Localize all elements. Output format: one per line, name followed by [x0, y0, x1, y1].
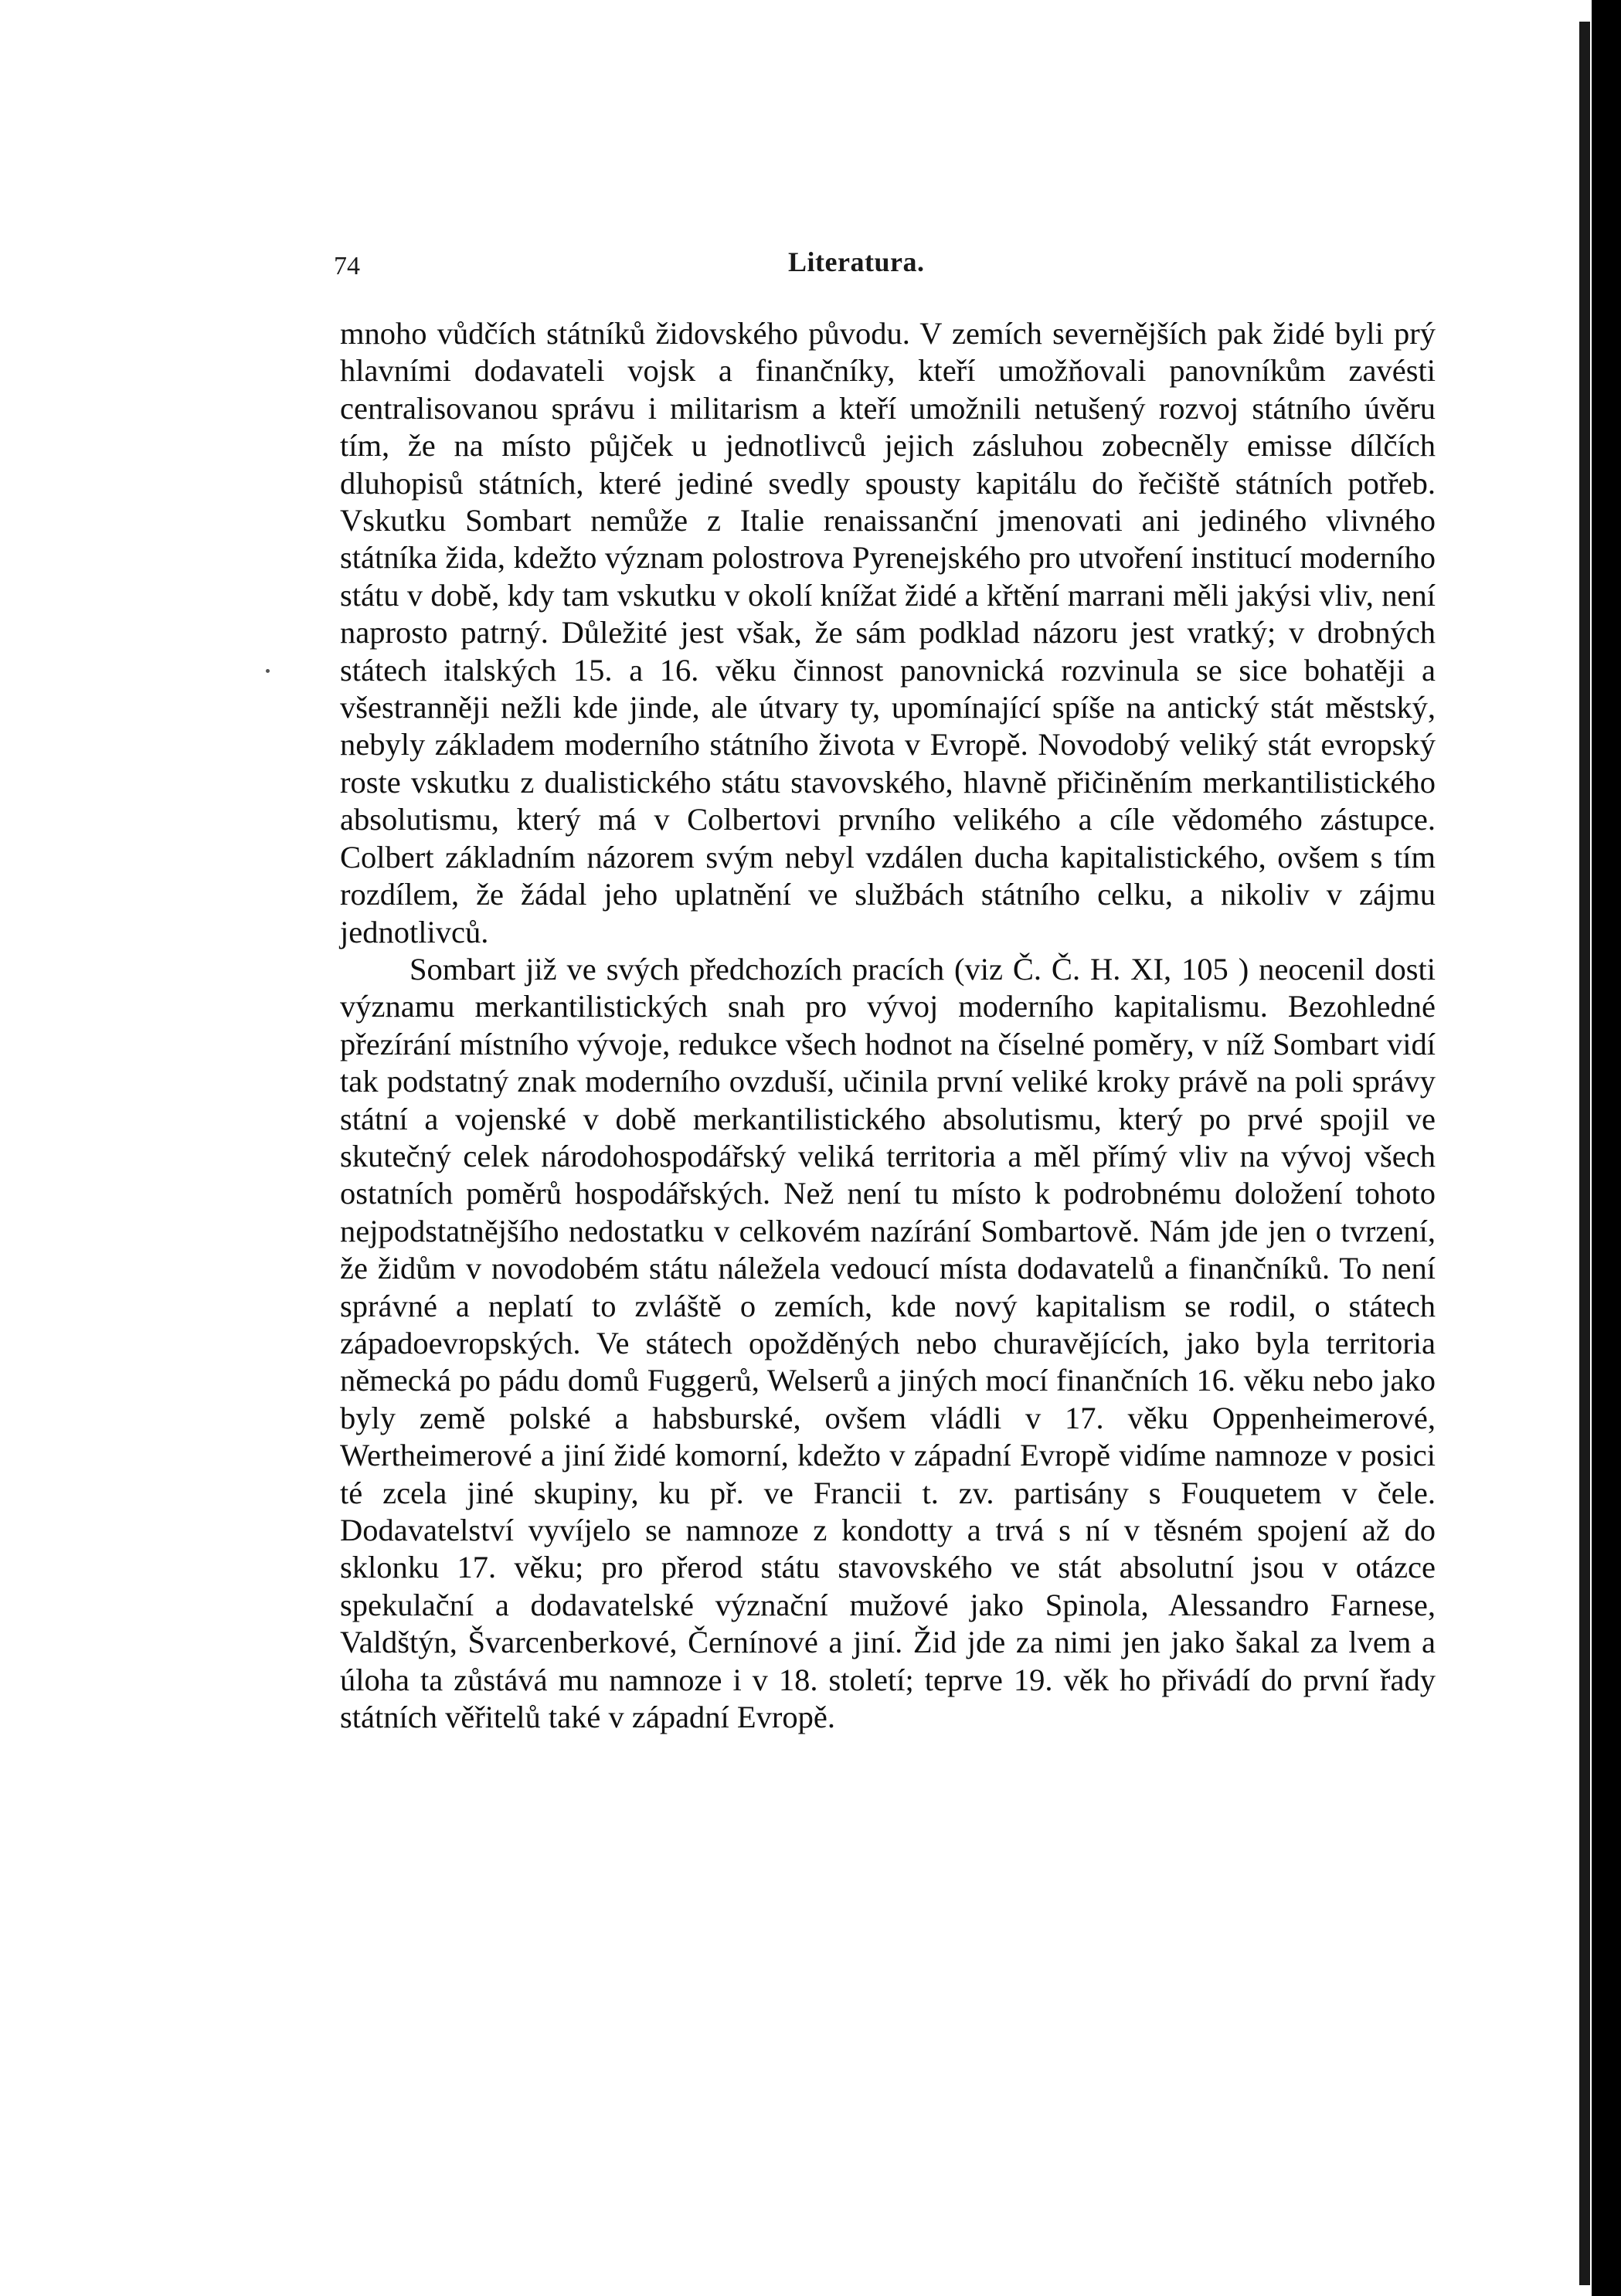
running-title: Literatura.	[788, 246, 925, 277]
page-number: 74	[334, 252, 360, 280]
page-edge-shadow	[1579, 22, 1590, 2285]
page-header	[334, 246, 1429, 292]
body-text	[340, 315, 1436, 1736]
paragraph-1: mnoho vůdčích státníků židovského původu. V zemích severnějších pak židé byli prý hlavními dodavateli vojsk a finančníky, kteří umožňovali panovníkům zavésti centralisovanou správu i militarism a kteří umožnili netušený rozvoj státního úvěru tím, že na místo půjček u jednotlivců jejich zásluhou zobecněly emisse dílčích dluhopisů státních, které jediné svedly spousty kapitálu do řečiště státních potřeb. Vskutku Sombart nemůže z Italie renaissanční jmenovati ani jediného vlivného státníka žida, kdežto význam polostrova Pyrenejského pro utvoření institucí moderního státu v době, kdy tam vskutku v okolí knížat židé a křtění marrani měli jakýsi vliv, není naprosto patrný. Důležité jest však, že sám podklad názoru jest vratký; v drobných státech italských 15. a 16. věku činnost panovnická rozvinula se sice bohatěji a všestranněji nežli kde jinde, ale útvary ty, upomínající spíše na antický stát městský, nebyly základem moderního státního života v Evropě. Novodobý veliký stát evropský roste vskutku z dualistického státu stavovského, hlavně přičiněním merkantilistického absolutismu, který má v Colbertovi prvního velikého a cíle vědomého zástupce. Colbert základním názorem svým nebyl vzdálen ducha kapitalistického, ovšem s tím rozdílem, že žádal jeho uplatnění ve službách státního celku, a nikoliv v zájmu jednotlivců.	[340, 316, 1436, 949]
scan-speck	[266, 669, 270, 673]
paragraph-2: Sombart již ve svých předchozích pracích (viz Č. Č. H. XI, 105 ) neocenil dosti významu merkantilistických snah pro vývoj moderního kapitalismu. Bezohledné přezírání místního vývoje, redukce všech hodnot na číselné poměry, v níž Sombart vidí tak podstatný znak moderního ovzduší, učinila první veliké kroky právě na poli správy státní a vojenské v době merkantilistického absolutismu, který po prvé spojil ve skutečný celek národohospodářský veliká territoria a měl přímý vliv na vývoj všech ostatních poměrů hospodářských. Než není tu místo k podrobnému doložení tohoto nejpodstatnějšího nedostatku v celkovém nazírání Sombartově. Nám jde jen o tvrzení, že židům v novodobém státu náležela vedoucí místa dodavatelů a finančníků. To není správné a neplatí to zvláště o zemích, kde nový kapitalism se rodil, o státech západoevropských. Ve státech opožděných nebo churavějících, jako byla territoria německá po pádu domů Fuggerů, Welserů a jiných mocí finančních 16. věku nebo jako byly země polské a habsburské, ovšem vládli v 17. věku Oppenheimerové, Wertheimerové a jiní židé komorní, kdežto v západní Evropě vidíme namnoze v posici té zcela jiné skupiny, ku př. ve Francii t. zv. partisány s Fouquetem v čele. Dodavatelství vyvíjelo se namnoze z kondotty a trvá s ní v těsném spojení až do sklonku 17. věku; pro přerod státu stavovského ve stát absolutní jsou v otázce spekulační a dodavatelské význační mužové jako Spinola, Alessandro Farnese, Valdštýn, Švarcenberkové, Černínové a jiní. Žid jde za nimi jen jako šakal za lvem a úloha ta zůstává mu namnoze i v 18. století; teprve 19. věk ho přivádí do první řady státních věřitelů také v západní Evropě.	[340, 951, 1436, 1735]
